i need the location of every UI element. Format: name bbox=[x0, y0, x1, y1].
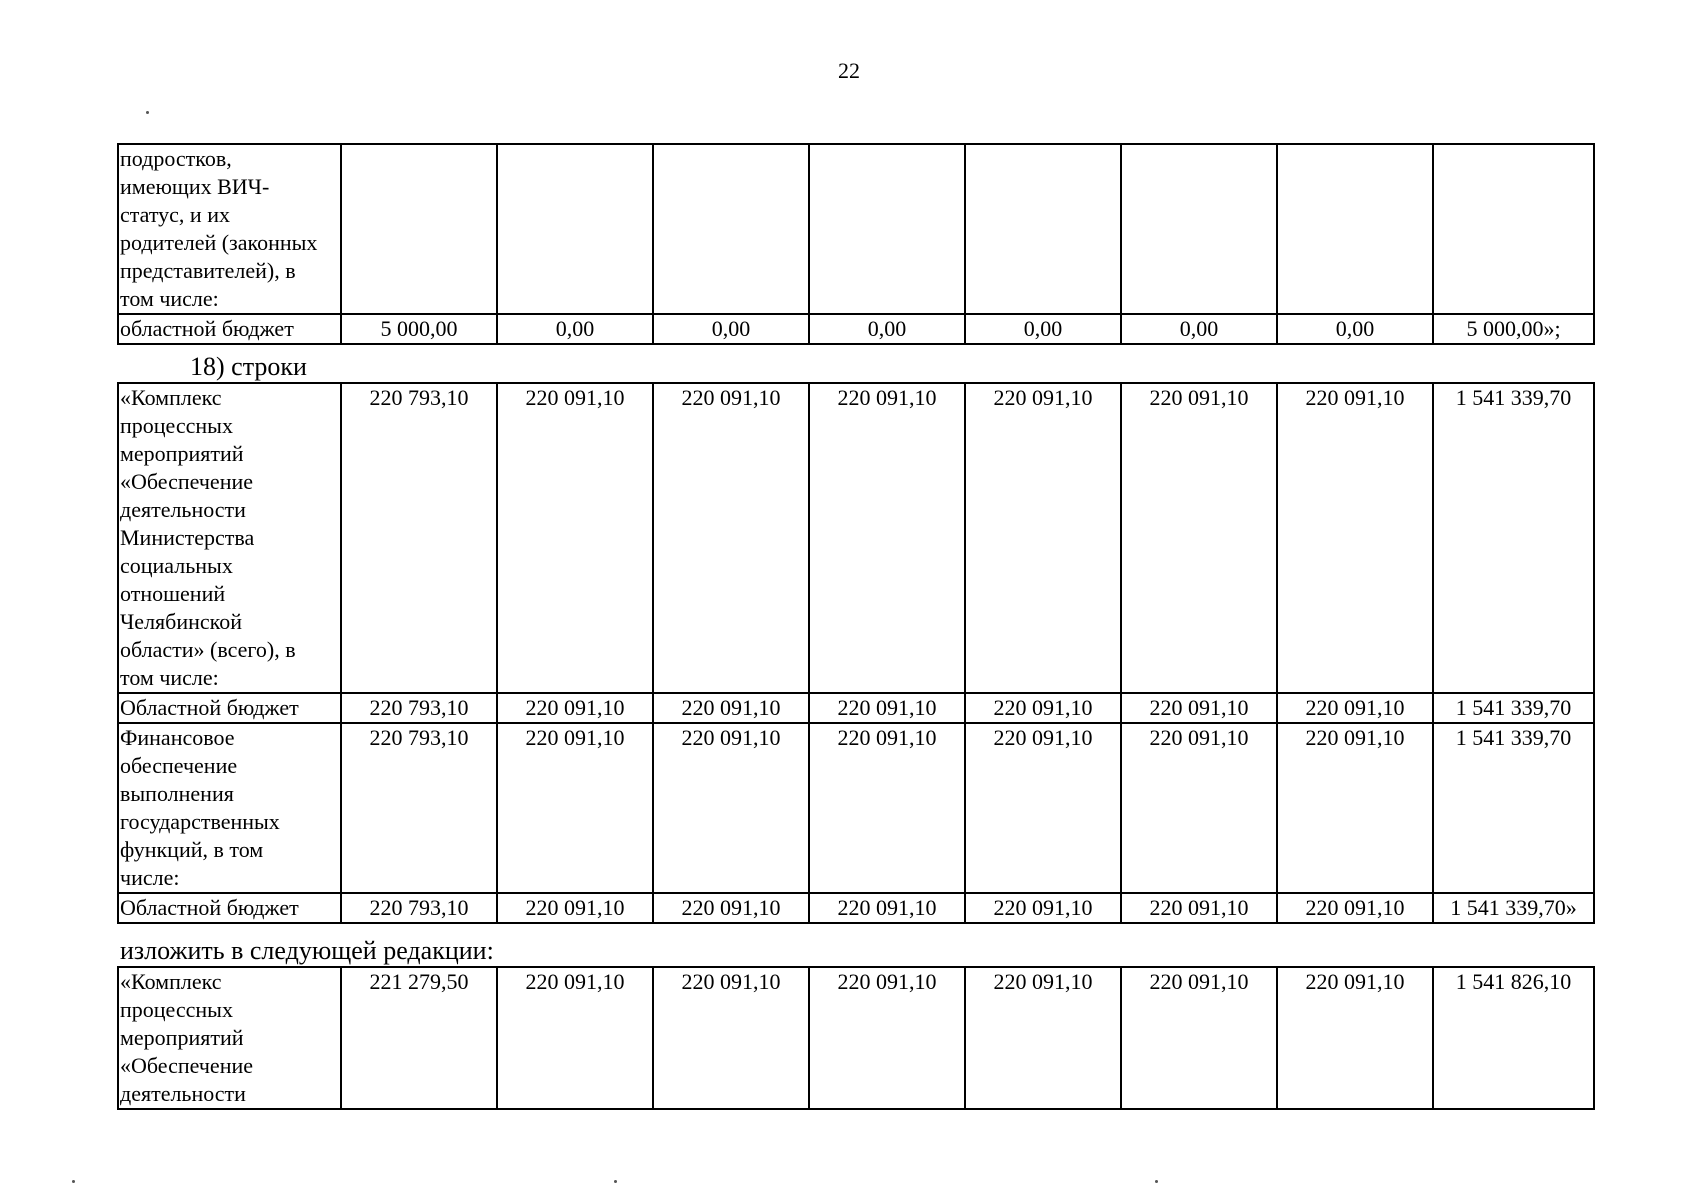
total-cell: 1 541 339,70 bbox=[1433, 383, 1594, 693]
table-row bbox=[118, 893, 1594, 923]
scan-speck bbox=[72, 1180, 75, 1183]
table-row bbox=[118, 314, 1594, 344]
section-caption-rows: 18) строки bbox=[190, 352, 307, 381]
value-cell bbox=[341, 144, 497, 314]
page-number: 22 bbox=[838, 58, 860, 83]
value-cell: 220 091,10 bbox=[1121, 723, 1277, 893]
value-cell: 220 091,10 bbox=[965, 967, 1121, 1109]
value-cell: 220 091,10 bbox=[497, 383, 653, 693]
value-cell: 220 091,10 bbox=[497, 967, 653, 1109]
total-cell: 5 000,00»; bbox=[1433, 314, 1594, 344]
row-label: Финансовое обеспечение выполнения государственных функций, в том числе: bbox=[118, 723, 341, 893]
budget-table-old-rows bbox=[117, 382, 1595, 924]
table-row bbox=[118, 967, 1594, 1109]
budget-table-previous-item bbox=[117, 143, 1595, 345]
value-cell: 220 091,10 bbox=[1277, 967, 1433, 1109]
value-cell: 220 091,10 bbox=[1277, 693, 1433, 723]
value-cell: 220 091,10 bbox=[809, 383, 965, 693]
value-cell: 220 091,10 bbox=[965, 893, 1121, 923]
value-cell: 220 091,10 bbox=[1277, 723, 1433, 893]
table-row bbox=[118, 144, 1594, 314]
value-cell: 220 091,10 bbox=[1121, 693, 1277, 723]
value-cell: 220 091,10 bbox=[965, 383, 1121, 693]
value-cell bbox=[653, 144, 809, 314]
value-cell: 220 091,10 bbox=[965, 693, 1121, 723]
value-cell: 0,00 bbox=[809, 314, 965, 344]
value-cell: 220 091,10 bbox=[1121, 383, 1277, 693]
value-cell: 220 091,10 bbox=[965, 723, 1121, 893]
row-label: подростков, имеющих ВИЧ- статус, и их родителей (законных представителей), в том числе: bbox=[118, 144, 341, 314]
value-cell: 220 793,10 bbox=[341, 723, 497, 893]
value-cell: 0,00 bbox=[1121, 314, 1277, 344]
value-cell: 0,00 bbox=[653, 314, 809, 344]
value-cell bbox=[809, 144, 965, 314]
value-cell: 220 091,10 bbox=[1121, 967, 1277, 1109]
section-caption-new-edition: изложить в следующей редакции: bbox=[120, 936, 494, 965]
total-cell: 1 541 826,10 bbox=[1433, 967, 1594, 1109]
value-cell: 221 279,50 bbox=[341, 967, 497, 1109]
scan-speck bbox=[1155, 1180, 1158, 1183]
scan-speck bbox=[614, 1180, 617, 1183]
value-cell bbox=[965, 144, 1121, 314]
value-cell: 220 091,10 bbox=[653, 967, 809, 1109]
budget-table-new-rows bbox=[117, 966, 1595, 1110]
value-cell: 0,00 bbox=[965, 314, 1121, 344]
scan-speck bbox=[146, 111, 149, 114]
total-cell bbox=[1433, 144, 1594, 314]
value-cell: 220 091,10 bbox=[1121, 893, 1277, 923]
value-cell bbox=[497, 144, 653, 314]
value-cell: 220 091,10 bbox=[809, 893, 965, 923]
value-cell: 0,00 bbox=[1277, 314, 1433, 344]
value-cell: 220 793,10 bbox=[341, 893, 497, 923]
row-label: Областной бюджет bbox=[118, 893, 341, 923]
value-cell: 220 091,10 bbox=[809, 967, 965, 1109]
total-cell: 1 541 339,70 bbox=[1433, 723, 1594, 893]
value-cell: 220 091,10 bbox=[653, 693, 809, 723]
value-cell bbox=[1121, 144, 1277, 314]
table-row bbox=[118, 693, 1594, 723]
value-cell: 220 091,10 bbox=[1277, 893, 1433, 923]
value-cell: 220 091,10 bbox=[497, 893, 653, 923]
value-cell bbox=[1277, 144, 1433, 314]
value-cell: 220 091,10 bbox=[809, 693, 965, 723]
table-row bbox=[118, 723, 1594, 893]
value-cell: 5 000,00 bbox=[341, 314, 497, 344]
row-label: областной бюджет bbox=[118, 314, 341, 344]
value-cell: 220 091,10 bbox=[1277, 383, 1433, 693]
value-cell: 220 091,10 bbox=[497, 723, 653, 893]
total-cell: 1 541 339,70» bbox=[1433, 893, 1594, 923]
row-label: «Комплекс процессных мероприятий «Обеспечение деятельности Министерства социальных отношений Челябинской области» (всего), в том числе: bbox=[118, 383, 341, 693]
value-cell: 220 091,10 bbox=[653, 723, 809, 893]
total-cell: 1 541 339,70 bbox=[1433, 693, 1594, 723]
value-cell: 220 091,10 bbox=[653, 383, 809, 693]
value-cell: 220 091,10 bbox=[809, 723, 965, 893]
value-cell: 0,00 bbox=[497, 314, 653, 344]
row-label: Областной бюджет bbox=[118, 693, 341, 723]
value-cell: 220 793,10 bbox=[341, 383, 497, 693]
value-cell: 220 793,10 bbox=[341, 693, 497, 723]
table-row bbox=[118, 383, 1594, 693]
value-cell: 220 091,10 bbox=[497, 693, 653, 723]
value-cell: 220 091,10 bbox=[653, 893, 809, 923]
row-label: «Комплекс процессных мероприятий «Обеспечение деятельности bbox=[118, 967, 341, 1109]
